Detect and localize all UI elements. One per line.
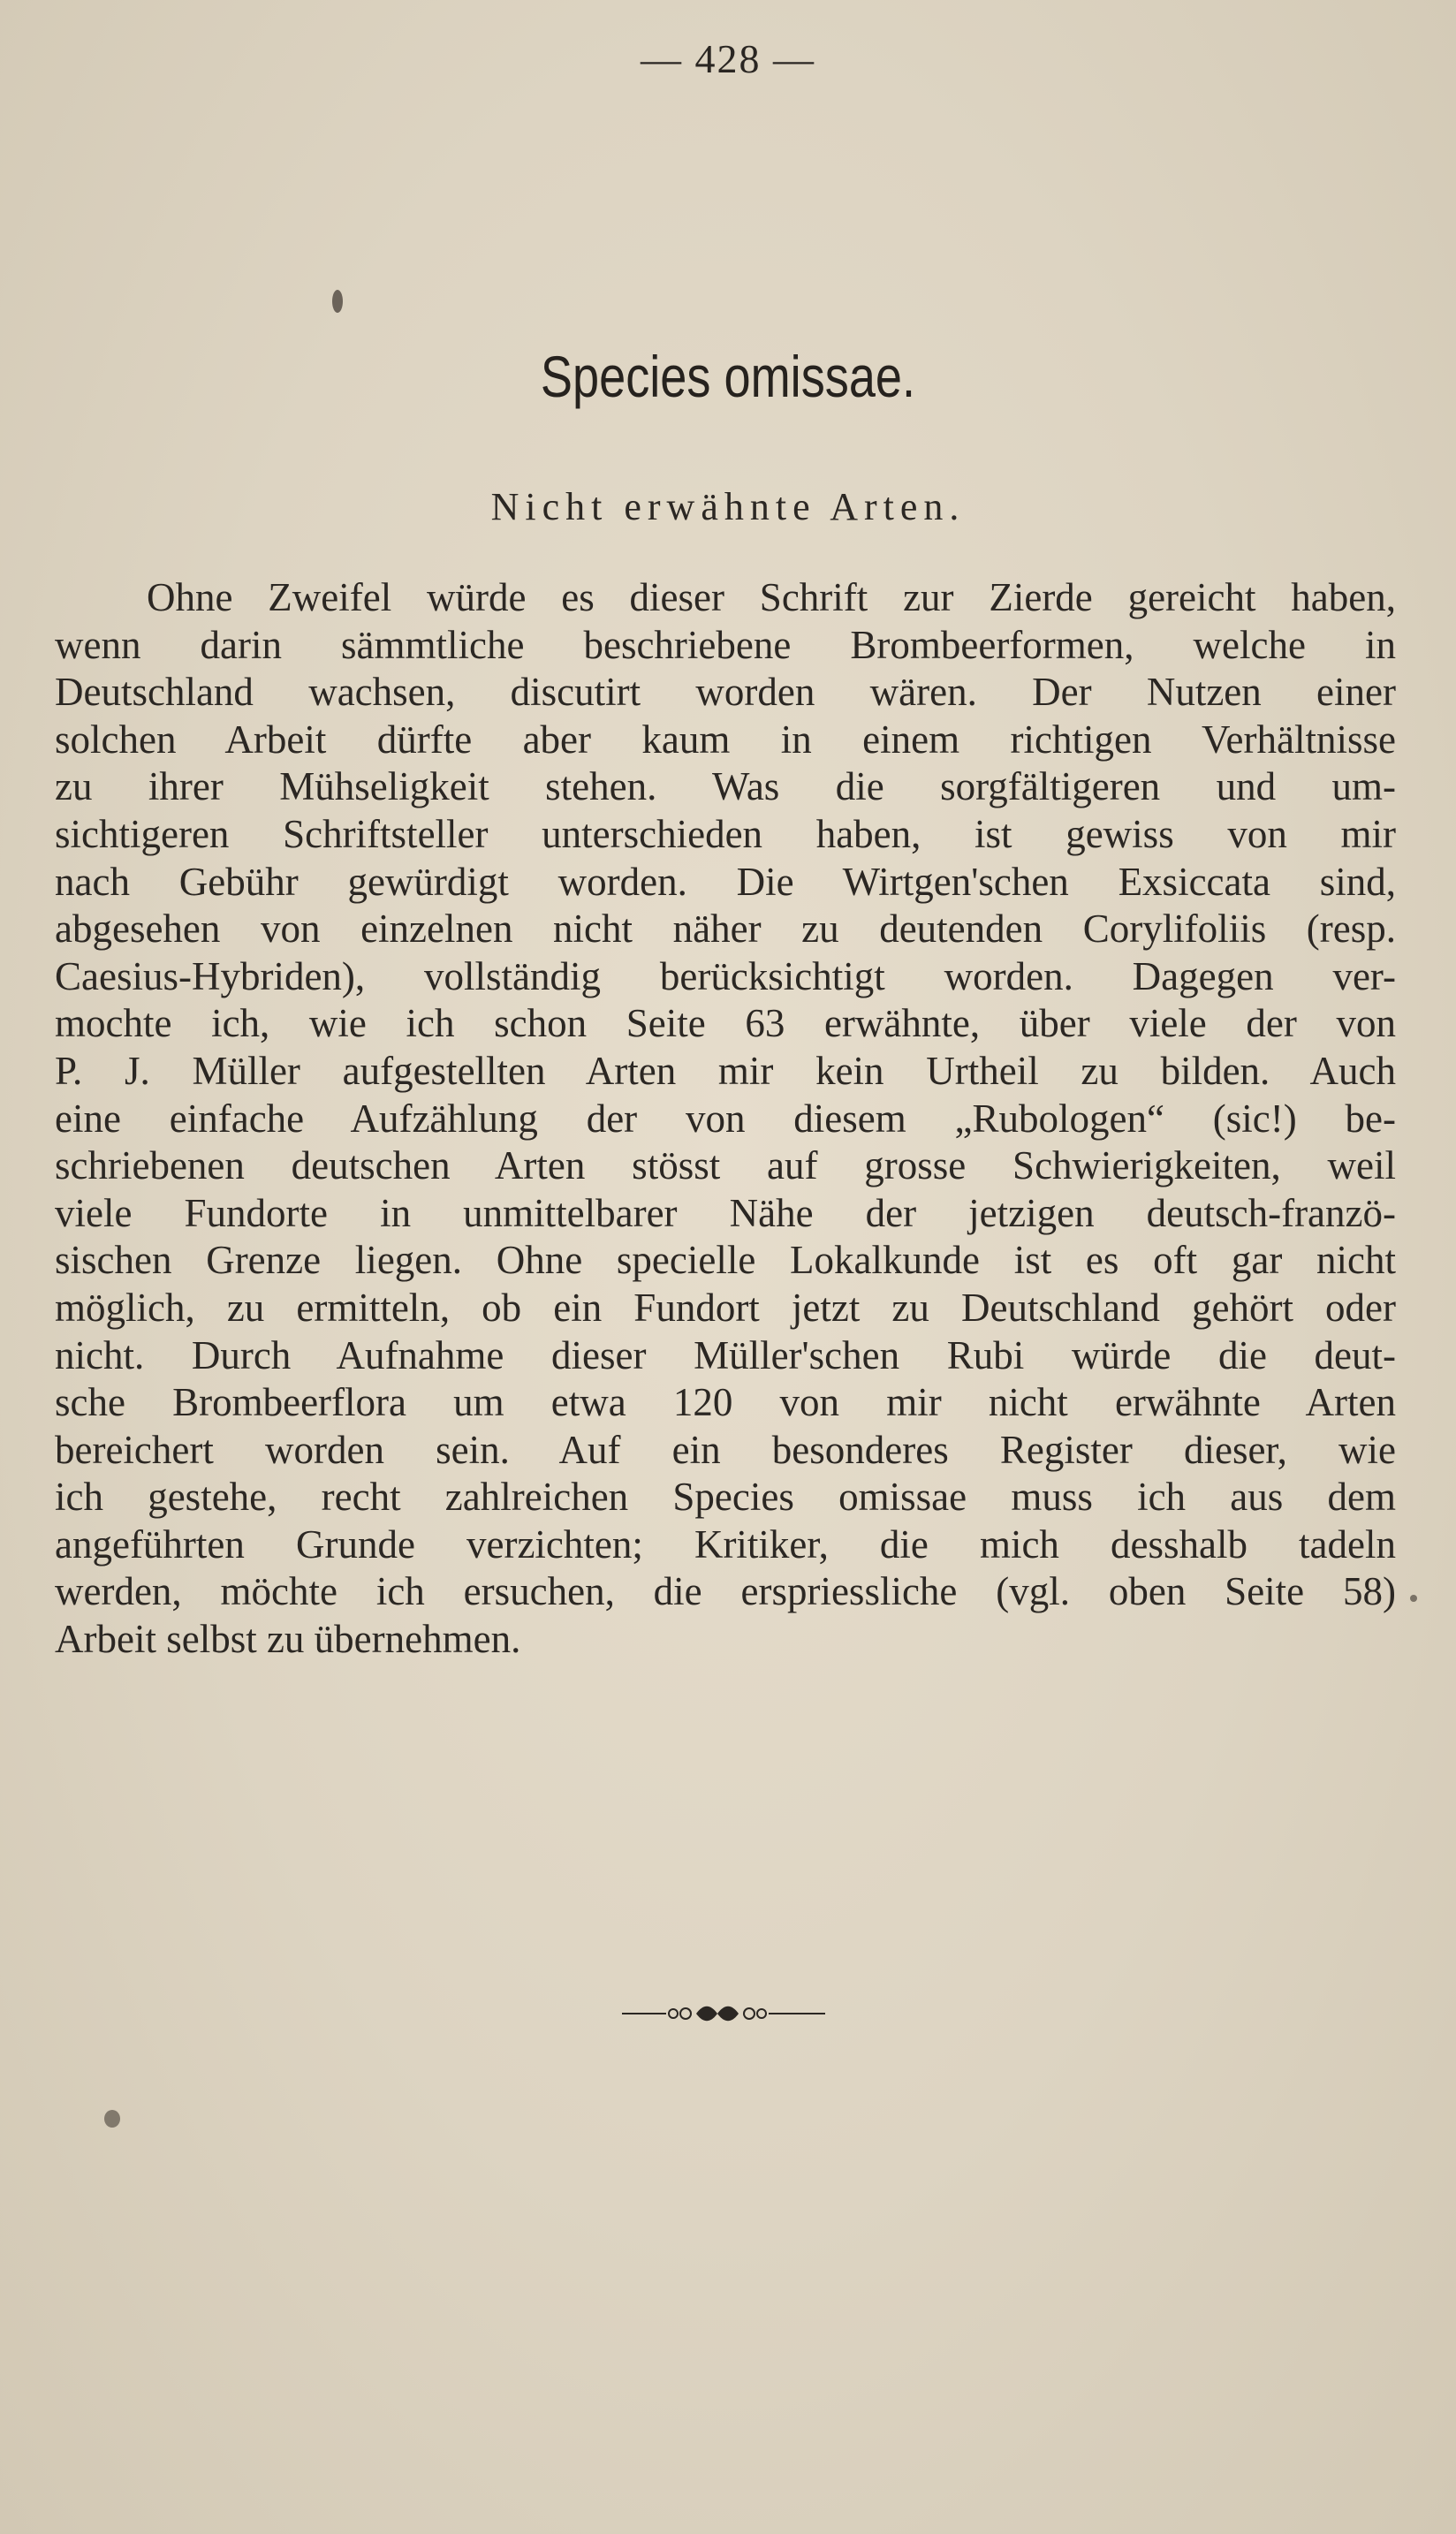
- text-line: nach Gebühr gewürdigt worden. Die Wirtgen'schen Exsiccata sind,: [55, 859, 1396, 904]
- text-line: angeführten Grunde verzichten; Kritiker, die mich desshalb tadeln: [55, 1521, 1396, 1567]
- text-line: mochte ich, wie ich schon Seite 63 erwähnte, über viele der von: [55, 1001, 1396, 1046]
- text-line: wenn darin sämmtliche beschriebene Brombeerformen, welche in: [55, 622, 1396, 667]
- text-line: zu ihrer Mühseligkeit stehen. Was die sorgfältigeren und um-: [55, 764, 1396, 809]
- text-line: schriebenen deutschen Arten stösst auf grosse Schwierigkeiten, weil: [55, 1143, 1396, 1188]
- text-line: Ohne Zweifel würde es dieser Schrift zur Zierde gereicht haben,: [147, 575, 1396, 619]
- text-line: ich gestehe, recht zahlreichen Species omissae muss ich aus dem: [55, 1475, 1396, 1520]
- text-line: P. J. Müller aufgestellten Arten mir kein Urtheil zu bilden. Auch: [55, 1048, 1396, 1093]
- text-line: abgesehen von einzelnen nicht näher zu deutenden Corylifoliis (resp.: [55, 907, 1396, 952]
- decorative-scroll-divider-icon: [622, 2000, 825, 2027]
- text-line: sche Brombeerflora um etwa 120 von mir nicht erwähnte Arten: [55, 1380, 1396, 1425]
- text-line: nicht. Durch Aufnahme dieser Müller'schen Rubi würde die deut-: [55, 1332, 1396, 1377]
- text-line: Deutschland wachsen, discutirt worden wären. Der Nutzen einer: [55, 670, 1396, 715]
- page-number: — 428 —: [641, 36, 815, 81]
- text-line: sischen Grenze liegen. Ohne specielle Lokalkunde ist es oft gar nicht: [55, 1238, 1396, 1283]
- text-line: eine einfache Aufzählung der von diesem „Rubologen“ (sic!) be-: [55, 1096, 1396, 1141]
- text-line: bereichert worden sein. Auf ein besonderes Register dieser, wie: [55, 1427, 1396, 1472]
- text-line: Arbeit selbst zu übernehmen.: [55, 1617, 521, 1662]
- section-subtitle: Nicht erwähnte Arten.: [490, 485, 966, 528]
- section-title: Species omissae.: [540, 344, 916, 409]
- ink-speck: [104, 2110, 120, 2128]
- text-line: viele Fundorte in unmittelbarer Nähe der jetzigen deutsch-franzö-: [55, 1190, 1396, 1235]
- text-line: möglich, zu ermitteln, ob ein Fundort jetzt zu Deutschland gehört oder: [55, 1285, 1396, 1330]
- text-line: solchen Arbeit dürfte aber kaum in einem richtigen Verhältnisse: [55, 717, 1396, 762]
- body-paragraph: [55, 574, 1396, 1664]
- ink-speck: [1410, 1595, 1417, 1602]
- text-line: sichtigeren Schriftsteller unterschieden haben, ist gewiss von mir: [55, 811, 1396, 856]
- ink-speck: [332, 290, 343, 313]
- text-line: Caesius-Hybriden), vollständig berücksichtigt worden. Dagegen ver-: [55, 953, 1396, 998]
- text-line: werden, möchte ich ersuchen, die erspriessliche (vgl. oben Seite 58): [55, 1569, 1396, 1614]
